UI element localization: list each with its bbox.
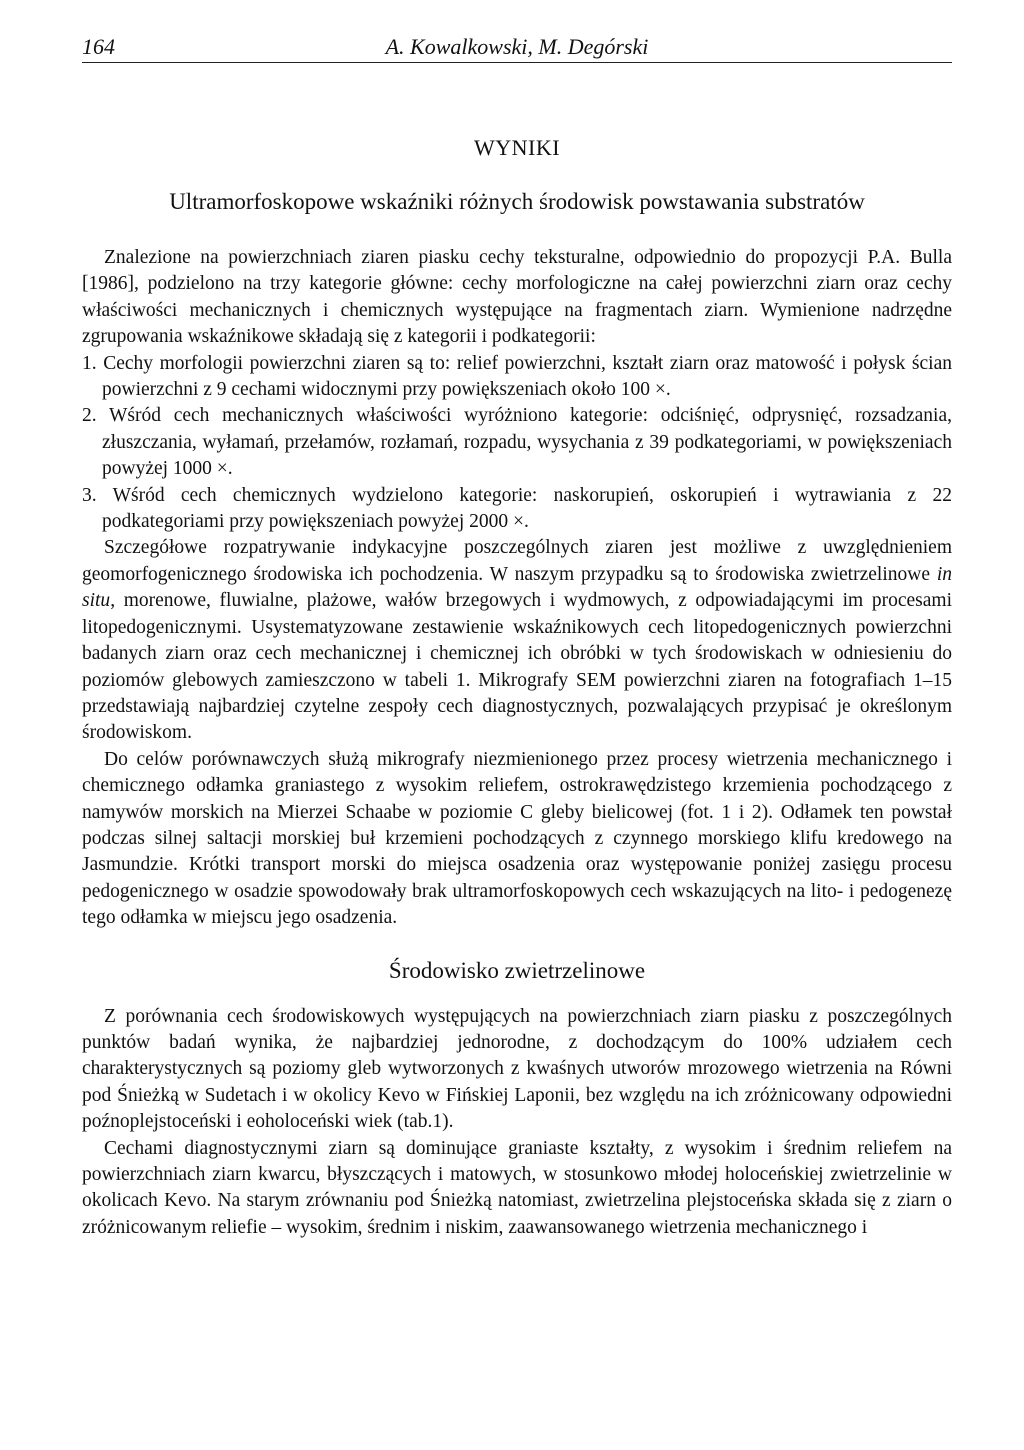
section-paragraph-1: Z porównania cech środowiskowych występujących na powierzchniach ziarn piasku z poszczególnych punktów badań wynika, że najbardziej jednorodne, z dochodzącym do 100% udziałem cech charakterystycznych są poziomy gleb wytworzonych z kwaśnych utworów mrozowego wietrzenia na Równi pod Śnieżką w Sudetach i w okolicy Kevo w Fińskiej Laponii, bez względu na ich zróżnicowany odpowiedni poźnoplejstoceński i eoholoceński wiek (tab.1).	[82, 1005, 952, 1133]
intro-paragraph: Znalezione na powierzchniach ziaren piasku cechy teksturalne, odpowiednio do propozycji P.A. Bulla [1986], podzielono na trzy kategorie główne: cechy morfologiczne na całej powierzchni ziarn oraz cechy właściwości mechanicznych i chemicznych występujące na fragmentach ziarn. Wymienione nadrzędne zgrupowania wskaźnikowe składają się z kategorii i podkategorii:	[82, 247, 952, 348]
page	[82, 30, 952, 1241]
results-heading: WYNIKI	[473, 135, 561, 160]
paragraph-diagnosis	[82, 535, 952, 746]
running-header	[82, 30, 952, 63]
section-paragraph-2: Cechami diagnostycznymi ziarn są dominujące graniaste kształty, z wysokim i średnim reliefem na powierzchniach ziarn kwarcu, błyszczących i matowych, w stosunkowo młodej holoceńskiej zwietrzelinie w okolicach Kevo. Na starym zrównaniu pod Śnieżką natomiast, zwietrzelina plejstoceńska składa się z ziarn o zróżnicowanym reliefie – wysokim, średnim i niskim, zaawansowanego wietrzenia mechanicznego i	[82, 1137, 952, 1238]
paragraph-text: , morenowe, fluwialne, plażowe, wałów brzegowych i wydmowych, z odpowiadającymi im procesami litopedogenicznymi. Usystematyzowane zestawienie wskaźnikowych cech litopedogenicznych powierzchni badanych ziarn oraz cech mechanicznej i chemicznej ich obróbki w tych środowiskach w odniesieniu do poziomów glebowych zamieszczono w tabeli 1. Mikrografy SEM powierzchni ziaren na fotografiach 1–15 przedstawiają najbardziej czytelne zespoły cech diagnostycznych, pozwalających przypisać je określonym środowiskom.	[82, 590, 952, 744]
italic-term: in situ	[82, 563, 952, 612]
running-head-authors: A. Kowalkowski, M. Degórski	[385, 34, 649, 59]
list-item-2: 2. Wśród cech mechanicznych właściwości wyróżniono kategorie: odciśnięć, odprysnięć, rozsadzania, złuszczania, wyłamań, przełamów, rozłamań, rozpadu, wysychania z 39 podkategoriami, w powiększeniach powyżej 1000 ×.	[82, 405, 952, 480]
section-heading: Środowisko zwietrzelinowe	[388, 957, 646, 983]
list-item-3: 3. Wśród cech chemicznych wydzielono kategorie: naskorupień, oskorupień i wytrawiania z 22 podkategoriami przy powiększeniach powyżej 2000 ×.	[82, 484, 952, 533]
subsection-heading: Ultramorfoskopowe wskaźniki różnych środowisk powstawania substratów	[169, 189, 865, 214]
list-item-1: 1. Cechy morfologii powierzchni ziaren są to: relief powierzchni, kształt ziarn oraz matowość i połysk ścian powierzchni z 9 cechami widocznymi przy powiększeniach około 100 ×.	[82, 352, 952, 401]
paragraph-text: Szczegółowe rozpatrywanie indykacyjne poszczególnych ziaren jest możliwe z uwzględnieniem geomorfogenicznego środowiska ich pochodzenia. W naszym przypadku są to środowiska zwietrzelinowe	[82, 537, 952, 585]
page-number: 164	[82, 34, 115, 59]
paragraph-comparison: Do celów porównawczych służą mikrografy niezmienionego przez procesy wietrzenia mechanicznego i chemicznego odłamka graniastego z wysokim reliefem, ostrokrawędzistego krzemienia pochodzącego z namywów morskich na Mierzei Schaabe w poziomie C gleby bielicowej (fot. 1 i 2). Odłamek ten powstał podczas silnej saltacji morskiej buł krzemieni pochodzących z czynnego morskiego klifu kredowego na Jasmundzie. Krótki transport morski do miejsca osadzenia oraz występowanie poniżej zasięgu procesu pedogenicznego w osadzie spowodowały brak ultramorfoskopowych cech wskazujących na lito- i pedogenezę tego odłamka w miejscu jego osadzenia.	[82, 748, 952, 929]
